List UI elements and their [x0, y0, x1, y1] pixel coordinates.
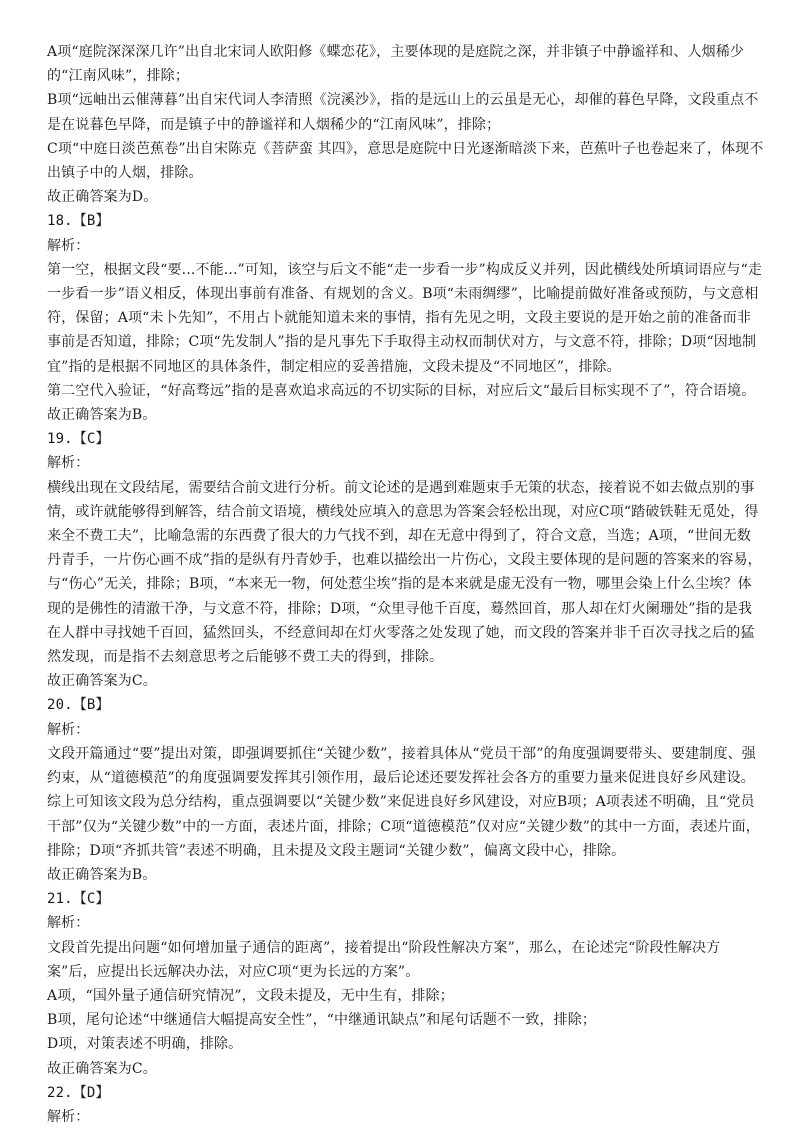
text-paragraph: A项“庭院深深深几许”出自北宋词人欧阳修《蝶恋花》，主要体现的是庭院之深，并非镇子中静谧祥和、人烟稀少的“江南风味”，排除； [47, 44, 745, 85]
question-answer-heading: 22.【D】 [47, 1084, 110, 1101]
text-paragraph: 故正确答案为B。 [47, 866, 157, 883]
text-paragraph: 解析： [47, 721, 90, 738]
text-paragraph: 解析： [47, 455, 90, 472]
text-paragraph: 横线出现在文段结尾，需要结合前文进行分析。前文论述的是遇到难题束手无策的状态，接着说不如去做点别的事情，或许就能够得到解答，结合前文语境，横线处应填入的意思为答案会轻松出现，对应C项“踏破铁鞋无觅处，得来全不费工夫”，比喻急需的东西费了很大的力气找不到，却在无意中得到了，符合文意，当选；A项，“世间无数丹青手，一片伤心画不成”指的是纵有丹青妙手，也难以描绘出一片伤心，文段主要体现的是问题的答案来的容易，与“伤心”无关，排除；B项，“本来无一物，何处惹尘埃”指的是本来就是虚无没有一物，哪里会染上什么尘埃？体现的是佛性的清澈干净，与文意不符，排除；D项，“众里寻他千百度，蓦然回首，那人却在灯火阑珊处”指的是我在人群中寻找她千百回，猛然回头，不经意间却在灯火零落之处发现了她，而文段的答案并非千百次寻找之后的猛然发现，而是指不去刻意思考之后能够不费工夫的得到，排除。 [47, 479, 762, 666]
text-paragraph: D项，对策表述不明确，排除。 [47, 1036, 243, 1053]
text-paragraph: 第一空，根据文段“要...不能...”可知，该空与后文不能“走一步看一步”构成反义并列，因此横线处所填词语应与“走一步看一步”语义相反，体现出事前有准备、有规划的含义。B项“未雨绸缪”，比喻提前做好准备或预防，与文意相符，保留；A项“未卜先知”，不用占卜就能知道未来的事情，指有先见之明，文段主要说的是开始之前的准备而非事前是否知道，排除；C项“先发制人”指的是凡事先下手取得主动权而制伏对方，与文意不符，排除；D项“因地制宜”指的是根据不同地区的具体条件，制定相应的妥善措施，文段未提及“不同地区”，排除。 [47, 261, 763, 375]
question-answer-heading: 19.【C】 [47, 431, 110, 448]
question-answer-heading: 20.【B】 [47, 697, 110, 714]
text-paragraph: 解析： [47, 237, 90, 254]
text-paragraph: B项“远岫出云催薄暮”出自宋代词人李清照《浣溪沙》，指的是远山上的云虽是无心，却催的暮色早降，文段重点不是在说暮色早降，而是镇子中的静谧祥和人烟稀少的“江南风味”，排除； [47, 92, 759, 133]
text-paragraph: B项，尾句论述“中继通信大幅提高安全性”，“中继通讯缺点”和尾句话题不一致，排除； [47, 1012, 597, 1029]
question-answer-heading: 21.【C】 [47, 891, 110, 908]
text-paragraph: 故正确答案为B。 [47, 407, 157, 424]
text-paragraph: 文段开篇通过“要”提出对策，即强调要抓住“关键少数”，接着具体从“党员干部”的角度强调要带头、要建制度、强约束，从“道德模范”的角度强调要发挥其引领作用，最后论述还要发挥社会各方的重要力量来促进良好乡风建设。综上可知该文段为总分结构，重点强调要以“关键少数”来促进良好乡风建设，对应B项；A项表述不明确，且“党员干部”仅为“关键少数”中的一方面，表述片面，排除；C项“道德模范”仅对应“关键少数”的其中一方面，表述片面，排除；D项“齐抓共管”表述不明确，且未提及文段主题词“关键少数”，偏离文段中心，排除。 [47, 745, 760, 859]
text-paragraph: 故正确答案为D。 [47, 189, 158, 206]
text-paragraph: C项“中庭日淡芭蕉卷”出自宋陈克《菩萨蛮 其四》，意思是庭院中日光逐渐暗淡下来，芭蕉叶子也卷起来了，体现不出镇子中的人烟，排除。 [47, 140, 764, 182]
text-paragraph: 解析： [47, 1108, 90, 1125]
text-paragraph: 文段首先提出问题“如何增加量子通信的距离”，接着提出“阶段性解决方案”，那么，在论述完“阶段性解决方案”后，应提出长远解决办法，对应C项“更为长远的方案”。 [47, 939, 721, 980]
text-paragraph: 故正确答案为C。 [47, 1060, 157, 1077]
text-paragraph: 第二空代入验证，“好高骛远”指的是喜欢追求高远的不切实际的目标，对应后文“最后目标实现不了”，符合语境。 [47, 382, 756, 399]
text-paragraph: 解析： [47, 915, 90, 932]
text-paragraph: A项，“国外量子通信研究情况”，文段未提及，无中生有，排除； [47, 987, 454, 1004]
question-answer-heading: 18.【B】 [47, 213, 110, 230]
text-paragraph: 故正确答案为C。 [47, 673, 157, 690]
answer-explanation-page [47, 40, 765, 1129]
